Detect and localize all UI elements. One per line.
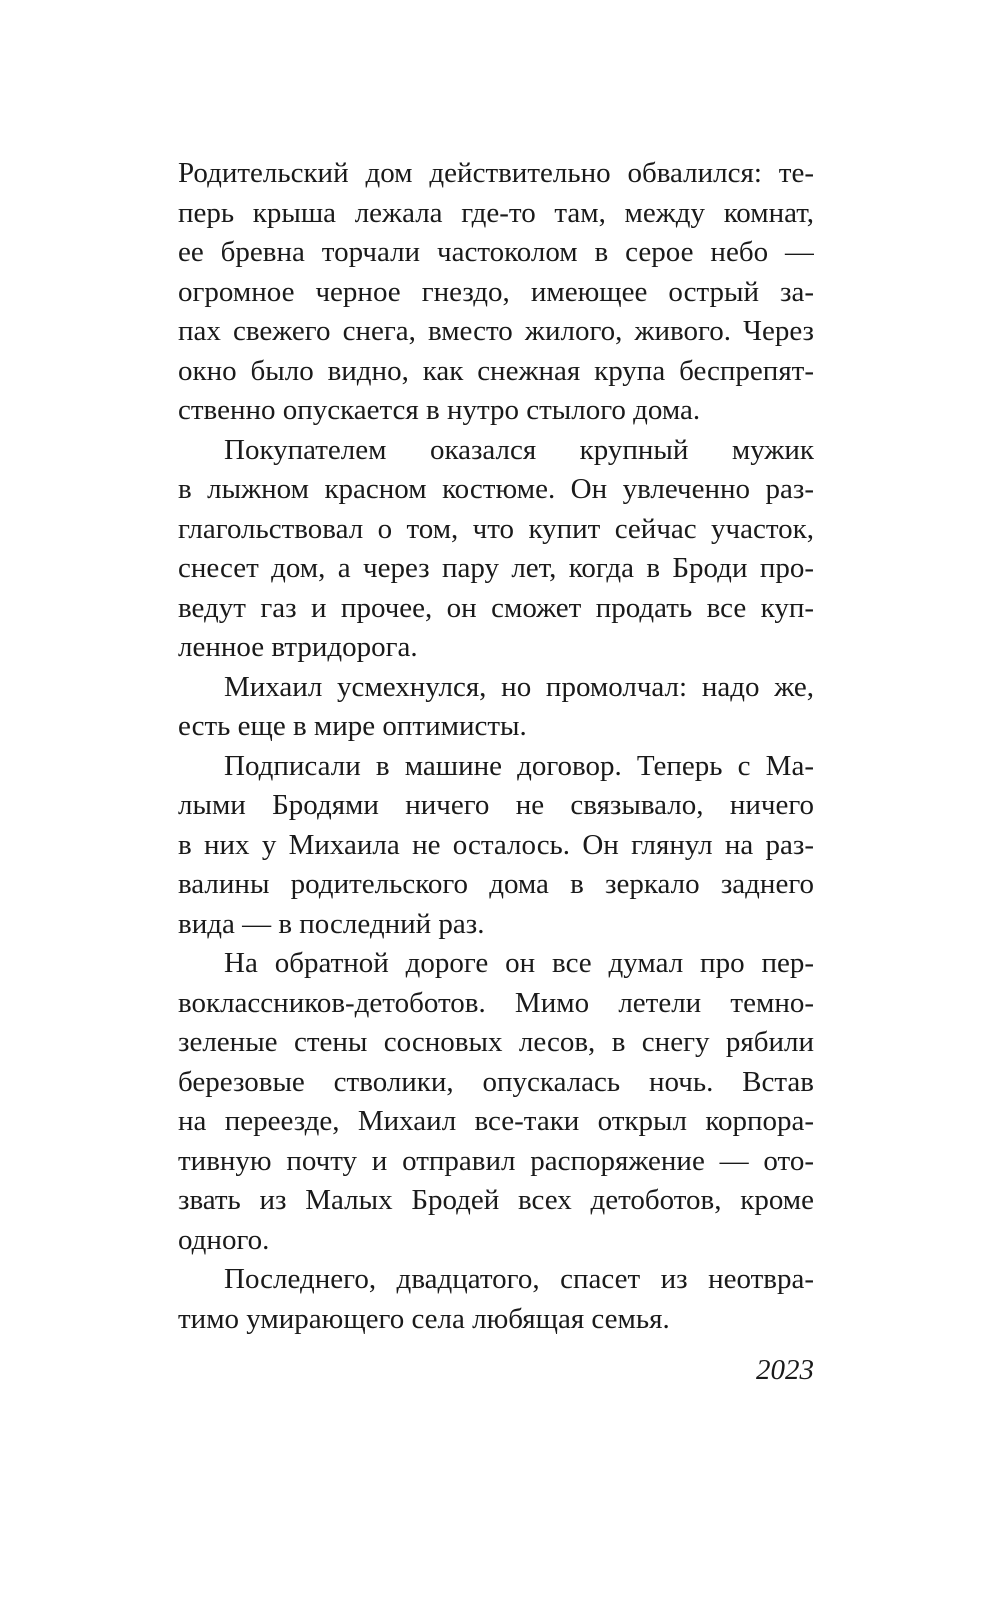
paragraph	[178, 747, 814, 945]
text-line: снесет дом, а через пару лет, когда в Броди про-	[178, 552, 814, 584]
text-line: Родительский дом действительно обвалился: те-	[178, 157, 814, 189]
text-line: зеленые стены сосновых лесов, в снегу рябили	[178, 1026, 814, 1058]
text-line: ственно опускается в нутро стылого дома.	[178, 394, 701, 426]
paragraph	[178, 944, 814, 1260]
story-text	[178, 154, 814, 1339]
paragraph	[178, 1260, 814, 1339]
text-line: тивную почту и отправил распоряжение — ото-	[178, 1144, 814, 1177]
text-line: Последнего, двадцатого, спасет из неотвра-	[224, 1263, 814, 1295]
text-line: есть еще в мире оптимисты.	[178, 710, 527, 742]
paragraph	[178, 668, 814, 747]
text-line: тимо умирающего села любящая семья.	[178, 1302, 670, 1335]
text-line: одного.	[178, 1223, 270, 1256]
text-line: глагольствовал о том, что купит сейчас участок,	[178, 512, 814, 545]
text-line: на переезде, Михаил все-таки открыл корпора-	[178, 1105, 814, 1137]
text-line: перь крыша лежала где-то там, между комнат,	[178, 196, 814, 229]
text-line: Покупателем оказался крупный мужик	[224, 433, 814, 466]
text-line: лыми Бродями ничего не связывало, ничего	[178, 789, 814, 821]
text-line: воклассников-детоботов. Мимо летели темно-	[178, 986, 814, 1019]
text-line: огромное черное гнездо, имеющее острый за-	[178, 275, 814, 308]
text-line: звать из Малых Бродей всех детоботов, кроме	[178, 1184, 814, 1216]
text-line: в них у Михаила не осталось. Он глянул на раз-	[178, 828, 814, 861]
text-line: ее бревна торчали частоколом в серое небо —	[178, 236, 814, 268]
paragraph	[178, 154, 814, 431]
text-line: ведут газ и прочее, он сможет продать все куп-	[178, 591, 814, 624]
text-line: валины родительского дома в зеркало заднего	[178, 868, 814, 900]
text-line: Подписали в машине договор. Теперь с Ма-	[224, 749, 814, 782]
text-line: окно было видно, как снежная крупа беспрепят-	[178, 354, 814, 387]
text-line: Михаил усмехнулся, но промолчал: надо же,	[224, 670, 814, 703]
text-line: пах свежего снега, вместо жилого, живого. Через	[178, 315, 814, 347]
paragraph	[178, 431, 814, 668]
text-line: вида — в последний раз.	[178, 907, 485, 940]
text-line: ленное втридорога.	[178, 631, 418, 663]
year-signature: 2023	[756, 1354, 814, 1386]
text-line: в лыжном красном костюме. Он увлеченно раз-	[178, 473, 814, 505]
text-line: березовые стволики, опускалась ночь. Встав	[178, 1065, 814, 1098]
text-line: На обратной дороге он все думал про пер-	[224, 947, 814, 979]
